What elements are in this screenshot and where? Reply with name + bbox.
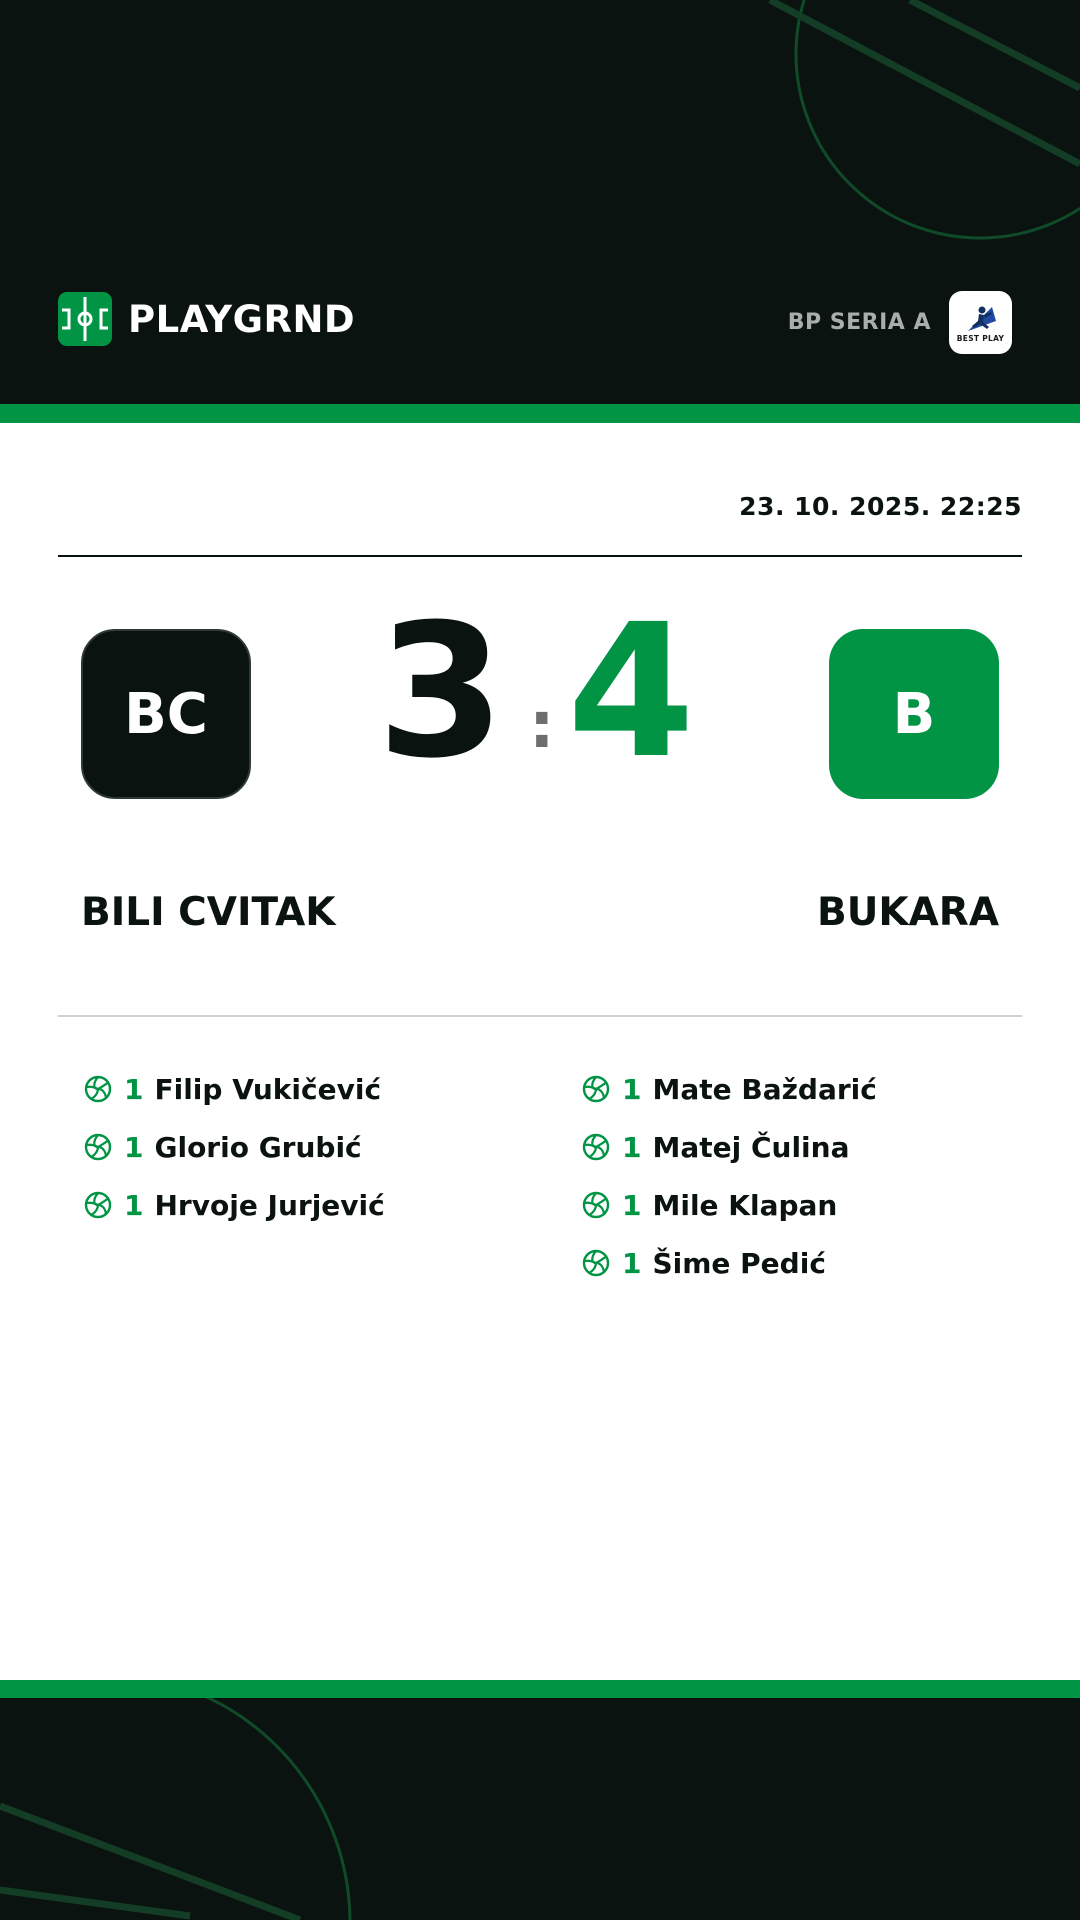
goal-count: 1 — [124, 1188, 144, 1222]
away-score: 4 — [567, 585, 696, 799]
scorer-row — [84, 1176, 385, 1234]
ball-icon — [582, 1191, 610, 1219]
header-banner — [0, 0, 1080, 404]
scorer-name: Filip Vukičević — [154, 1072, 382, 1106]
scorer-name: Hrvoje Jurjević — [154, 1188, 385, 1222]
divider — [58, 1015, 1022, 1017]
scorer-row — [582, 1176, 877, 1234]
away-scorers-list — [582, 1060, 877, 1292]
pitch-icon — [58, 292, 112, 346]
ball-icon — [582, 1249, 610, 1277]
accent-stripe-bottom — [0, 1680, 1080, 1698]
away-team-name: BUKARA — [816, 890, 999, 935]
scorer-row — [84, 1060, 385, 1118]
ball-icon — [84, 1191, 112, 1219]
home-scorers-list — [84, 1060, 385, 1234]
goal-count: 1 — [622, 1188, 642, 1222]
scorer-name: Glorio Grubić — [154, 1130, 362, 1164]
scorer-row — [582, 1234, 877, 1292]
footer-banner — [0, 1698, 1080, 1920]
goal-count: 1 — [124, 1130, 144, 1164]
score-separator: : — [529, 689, 555, 763]
home-team-name: BILI CVITAK — [81, 890, 336, 935]
ball-icon — [582, 1133, 610, 1161]
goal-count: 1 — [622, 1072, 642, 1106]
ball-icon — [582, 1075, 610, 1103]
scorer-name: Mate Baždarić — [652, 1072, 877, 1106]
scorer-row — [582, 1118, 877, 1176]
home-team-crest: BC — [81, 629, 251, 799]
goal-count: 1 — [622, 1130, 642, 1164]
scorer-row — [84, 1118, 385, 1176]
league-info — [788, 291, 1012, 354]
scorer-name: Mile Klapan — [652, 1188, 838, 1222]
ball-icon — [84, 1075, 112, 1103]
scorer-name: Šime Pedić — [652, 1246, 826, 1280]
away-team-crest: B — [829, 629, 999, 799]
scorer-row — [582, 1060, 877, 1118]
league-name: BP SERIA A — [787, 310, 931, 335]
brand — [58, 292, 355, 346]
match-datetime: 23. 10. 2025. 22:25 — [739, 492, 1022, 521]
scorer-name: Matej Čulina — [652, 1130, 850, 1164]
brand-name: PLAYGRND — [128, 297, 356, 341]
goal-count: 1 — [124, 1072, 144, 1106]
goal-count: 1 — [622, 1246, 642, 1280]
player-kick-icon — [962, 303, 1000, 333]
divider — [58, 555, 1022, 557]
league-badge-text: BEST PLAY — [956, 333, 1005, 343]
ball-icon — [84, 1133, 112, 1161]
home-score: 3 — [376, 585, 505, 799]
pitch-lines-decoration — [0, 1698, 1080, 1920]
accent-stripe-top — [0, 404, 1080, 423]
league-badge — [949, 291, 1012, 354]
